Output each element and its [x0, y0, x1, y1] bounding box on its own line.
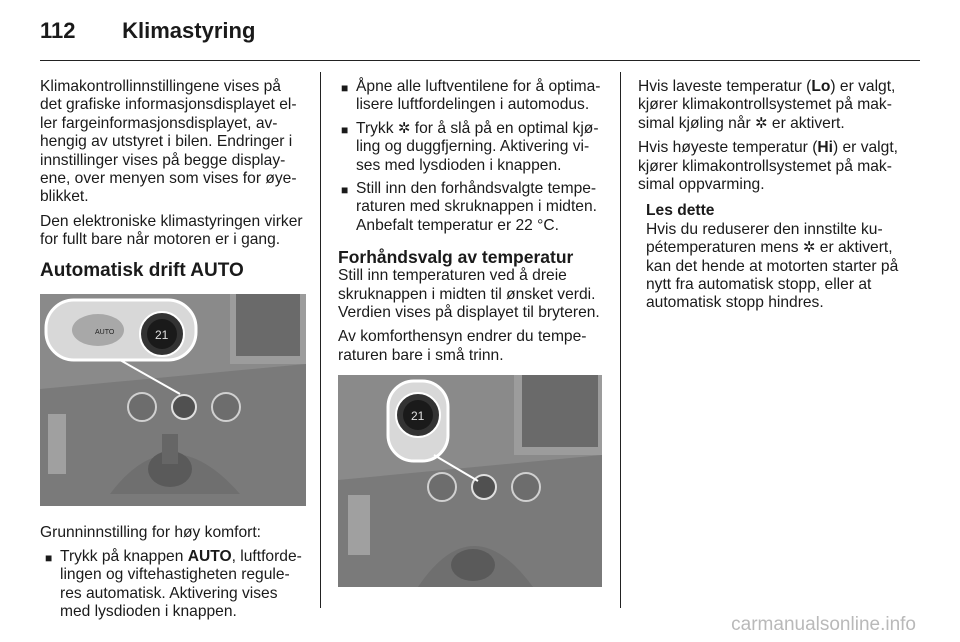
bullet-list-2	[338, 78, 606, 235]
figure-knob-illustration	[338, 375, 602, 587]
text-run: ) er valgt, kjører klimakontrollsystemet på maksimal oppvarming.	[638, 139, 898, 194]
page-title: Klimastyring	[122, 18, 256, 43]
snowflake-icon: ✲	[802, 239, 816, 257]
note-box	[638, 202, 906, 312]
bullet-list-1	[40, 548, 306, 622]
lo-paragraph	[638, 78, 906, 133]
text-run: Hvis du reduserer den innstilte kupétemperaturen mens	[646, 220, 883, 257]
list-item-text: Åpne alle luftventilene for å optimalisere luftfordelingen i automodus.	[356, 78, 601, 114]
temperature-paragraph-2: Av komforthensyn endrer du temperaturen bare i små trinn.	[338, 328, 587, 364]
snowflake-icon: ✲	[397, 119, 411, 137]
section-heading-temperature: Forhåndsvalg av temperatur	[338, 247, 574, 268]
intro-paragraph: Klimakontrollinnstillingene vises på det grafiske informasjonsdisplayet eller fargeinformasjonsdisplayet, avhengig av utstyret i bilen. Endringer i innstillinger vises på begge displayene, over menyen som vises for øyeblikket.	[40, 78, 297, 206]
list-item-text: , luftfordelingen og viftehastigheten reguleres automatisk. Aktivering vises med lysdioden i knappen.	[60, 548, 302, 621]
engine-paragraph: Den elektroniske klimastyringen virker for fullt bare når motoren er i gang.	[40, 212, 303, 249]
figure-caption: Grunninnstilling for høy komfort:	[40, 523, 261, 541]
figure-auto-illustration	[40, 294, 306, 506]
figure-knob-display-value: 21	[411, 409, 425, 424]
bullet-marker: ■	[341, 183, 349, 198]
bullet-marker: ■	[45, 551, 53, 566]
text-run: Hvis høyeste temperatur (	[638, 139, 818, 157]
column-3	[638, 78, 906, 313]
lo-label: Lo	[811, 78, 831, 95]
list-item	[338, 78, 606, 115]
bullet-marker: ■	[341, 122, 349, 137]
hi-label: Hi	[817, 139, 833, 157]
header-rule	[40, 60, 920, 61]
text-run: er aktivert.	[767, 114, 845, 132]
text-run: ) er valgt, kjører klimakontrollsystemet på maksimal kjøling når	[638, 78, 896, 132]
watermark: carmanualsonline.info	[731, 614, 916, 635]
text-run: er aktivert, kan det hende at motorten starter på nytt fra automatisk stopp, eller at automatisk stopp hindres.	[646, 239, 899, 312]
column-divider-1	[320, 72, 321, 608]
column-divider-2	[620, 72, 621, 608]
column-1	[40, 78, 306, 627]
list-item-text: Trykk på knappen	[60, 548, 188, 566]
list-item-text: for å slå på en optimal kjøling og duggfjerning. Aktivering vises med lysdioden i knappen.	[356, 119, 599, 174]
hi-paragraph	[638, 139, 906, 194]
page-header	[40, 18, 255, 44]
column-2	[338, 78, 606, 587]
list-item-text: Trykk	[356, 119, 398, 137]
list-item	[42, 548, 306, 622]
note-text	[646, 221, 906, 313]
bullet-marker: ■	[341, 81, 349, 95]
note-title: Les dette	[646, 202, 715, 220]
list-item	[338, 120, 606, 175]
temperature-paragraph-1: Still inn temperaturen ved å dreie skruknappen i midten til ønsket verdi. Verdien vises på displayet til bryteren.	[338, 267, 600, 322]
figure-auto-button-label: AUTO	[95, 328, 115, 336]
list-item	[338, 180, 606, 235]
list-item-text: Still inn den forhåndsvalgte temperaturen med skruknappen i midten. Anbefalt temperatur er 22 °C.	[356, 180, 597, 234]
page-number: 112	[40, 18, 76, 43]
text-run: Hvis laveste temperatur (	[638, 78, 812, 95]
figure-auto-controls	[40, 294, 306, 506]
snowflake-icon: ✲	[754, 114, 768, 132]
figure-temperature-knob	[338, 375, 602, 587]
section-heading-auto: Automatisk drift AUTO	[40, 259, 244, 281]
list-item-bold: AUTO	[187, 548, 232, 566]
figure-display-value: 21	[155, 327, 169, 342]
